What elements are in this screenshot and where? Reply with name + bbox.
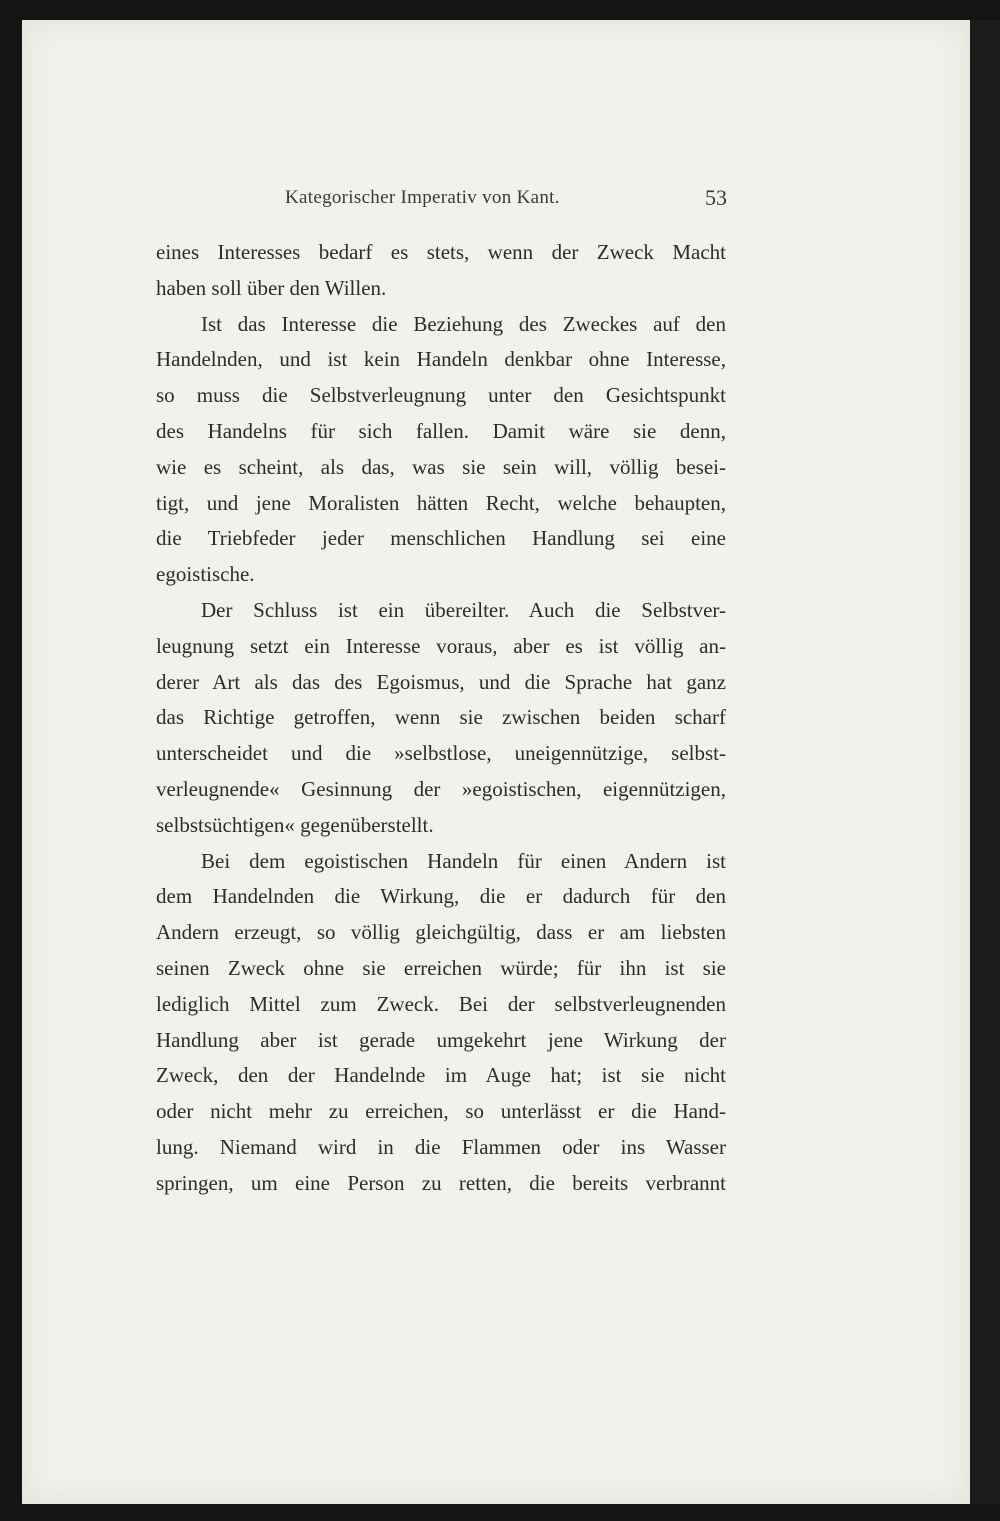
page-number: 53	[705, 185, 727, 210]
text-line: leugnung setzt ein Interesse voraus, aber es ist völlig an-	[156, 633, 726, 658]
text-line: haben soll über den Willen.	[156, 275, 387, 300]
text-line: lung. Niemand wird in die Flammen oder ins Wasser	[156, 1134, 726, 1159]
text-line: Ist das Interesse die Beziehung des Zweckes auf den	[201, 311, 726, 336]
text-line: derer Art als das des Egoismus, und die Sprache hat ganz	[156, 669, 726, 694]
running-head	[285, 183, 735, 213]
text-line: das Richtige getroffen, wenn sie zwischen beiden scharf	[156, 705, 726, 730]
text-line: die Triebfeder jeder menschlichen Handlung sei eine	[156, 526, 726, 551]
text-line: lediglich Mittel zum Zweck. Bei der selbstverleugnenden	[156, 991, 726, 1016]
scan-right-edge	[970, 20, 1000, 1504]
text-line: unterscheidet und die »selbstlose, uneigennützige, selbst-	[156, 741, 726, 766]
text-line: tigt, und jene Moralisten hätten Recht, welche behaupten,	[156, 490, 726, 515]
text-line: seinen Zweck ohne sie erreichen würde; für ihn ist sie	[156, 955, 726, 980]
body-text	[156, 235, 726, 1202]
text-line: selbstsüchtigen« gegenüberstellt.	[156, 812, 434, 837]
text-line: Zweck, den der Handelnde im Auge hat; ist sie nicht	[156, 1063, 726, 1088]
text-line: Handelnden, und ist kein Handeln denkbar ohne Interesse,	[156, 347, 726, 372]
text-line: so muss die Selbstverleugnung unter den Gesichtspunkt	[156, 383, 726, 408]
text-line: verleugnende« Gesinnung der »egoistischen, eigennützigen,	[156, 776, 726, 801]
running-title: Kategorischer Imperativ von Kant.	[285, 187, 560, 208]
text-line: wie es scheint, als das, was sie sein will, völlig besei-	[156, 454, 726, 479]
text-line: oder nicht mehr zu erreichen, so unterlässt er die Hand-	[156, 1099, 726, 1124]
text-line: eines Interesses bedarf es stets, wenn der Zweck Macht	[156, 240, 726, 264]
text-line: springen, um eine Person zu retten, die bereits verbrannt	[156, 1170, 726, 1195]
text-line: Andern erzeugt, so völlig gleichgültig, dass er am liebsten	[156, 920, 726, 945]
text-line: Bei dem egoistischen Handeln für einen Andern ist	[201, 848, 726, 873]
text-line: Handlung aber ist gerade umgekehrt jene Wirkung der	[156, 1027, 726, 1052]
text-line: des Handelns für sich fallen. Damit wäre sie denn,	[156, 418, 726, 443]
text-line: Der Schluss ist ein übereilter. Auch die Selbstver-	[201, 597, 726, 622]
text-line: dem Handelnden die Wirkung, die er dadurch für den	[156, 884, 726, 909]
text-line: egoistische.	[156, 562, 255, 587]
